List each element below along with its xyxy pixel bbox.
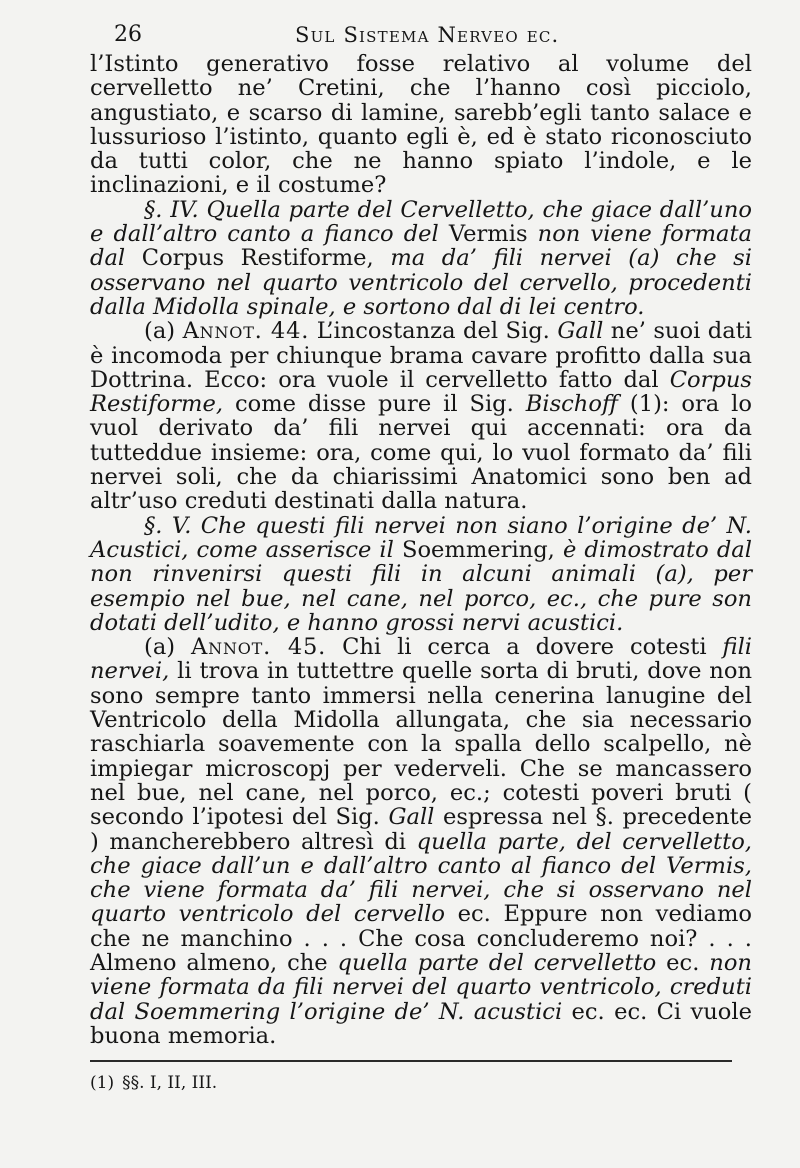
section-iv-vermis: Vermis <box>448 221 528 248</box>
annotation-45-text-6: ec. ec. Ci vuole buona memoria. <box>90 998 752 1049</box>
annotation-45-italic-2: quella parte del cervelletto <box>337 949 657 976</box>
section-v-text-1: Che questi fili nervei non siano l’origine de’ N. Acustici, come asserisce il <box>90 512 752 563</box>
section-v-soemmering: Soemmering, <box>401 536 555 563</box>
annotation-45-italic-3: non viene formata da fili nervei del quarto ventricolo, creduti dal Soemmering l’origine de’ N. acustici <box>90 949 752 1025</box>
annotation-44-gall: Gall <box>557 318 604 345</box>
paragraph-istinto-text: l’Istinto generativo fosse relativo al volume del cervelletto ne’ Cretini, che l’hanno così picciolo, angustiato, e scarso di lamine, sarebb’egli tanto salace e lussurioso l’istinto, quanto egli è, ed è stato riconosciuto da tutti color, che ne hanno spiato l’indole, e le inclinazioni, e il costume? <box>90 51 752 199</box>
paragraph-istinto <box>90 52 752 198</box>
section-v-text-2: è dimostrato dal non rinvenirsi questi fili in alcuni animali (a), per esempio nel bue, nel cane, nel porco, ec., che pure son dotati dell’udito, e hanno grossi nervi acustici. <box>90 536 752 636</box>
section-v-label: §. V. <box>144 512 192 539</box>
running-title: Sul Sistema Nerveo ec. <box>295 23 560 47</box>
annotation-44-text-4: (1): ora lo vuol derivato da’ fili nervei qui accennati: ora da tutteddue insieme: ora, come qui, lo vuol formato da’ fili nervei soli, che da chiarissimi Anatomici sono ben ad altr’uso creduti destinati dalla natura. <box>90 391 753 515</box>
annotation-44-bischoff: Bischoff <box>525 391 618 418</box>
page-number: 26 <box>114 22 142 47</box>
annotation-45-italic-1: quella parte, del cervelletto, che giace dall’un e dall’altro canto al fianco del Vermis, che viene formata da’ fili nervei, che si osservano nel quarto ventricolo del cervello <box>90 828 752 928</box>
annotation-45-marker: (a) <box>144 634 176 661</box>
annotation-44-label: Annot. 44. <box>182 318 310 345</box>
annotation-44-text-2: ne’ suoi dati è incomoda per chiunque brama cavare profitto dalla sua Dottrina. Ecco: ora vuole il cervelletto fatto dal <box>90 318 752 393</box>
annotation-44 <box>90 319 752 513</box>
footnote-text: §§. I, II, III. <box>122 1073 218 1094</box>
footnote-rule <box>90 1060 732 1062</box>
annotation-45-gall: Gall <box>388 804 435 831</box>
annotation-45 <box>90 635 752 1048</box>
annotation-45-text-1: Chi li cerca a dovere cotesti <box>342 634 707 661</box>
section-iv-text-c: ma da’ fili nervei (a) che si osservano nel quarto ventricolo del cervello, procedenti dalla Midolla spinale, e sortono dal di lei centro. <box>90 245 752 320</box>
annotation-44-text-3: come disse pure il Sig. <box>234 391 514 418</box>
annotation-45-text-4: ec. Eppure non vediamo che ne manchino . . . Che cosa concluderemo noi? . . . Almeno almeno, che <box>90 901 752 976</box>
section-iv-label: §. IV. <box>144 196 199 223</box>
annotation-45-text-2: li trova in tuttettre quelle sorta di bruti, dove non sono sempre tanto immersi nella cenerina lanugine del Ventricolo della Midolla allungata, che sia necessario raschiarla soavemente con la spalla dello scalpello, nè impiegar microscopj per vederveli. Che se mancassero nel bue, nel cane, nel porco, ec.; cotesti poveri bruti ( secondo l’ipotesi del Sig. <box>90 658 753 831</box>
annotation-45-text-3: espressa nel §. precedente ) mancherebbero altresì di <box>90 804 753 855</box>
section-iv-text-a: Quella parte del Cervelletto, che giace dall’uno e dall’altro canto a fianco del <box>90 196 753 248</box>
annotation-45-text-5: ec. <box>666 949 700 976</box>
footnote-number: (1) <box>90 1073 115 1094</box>
section-iv <box>90 198 752 319</box>
main-text <box>90 52 752 1048</box>
footnote <box>90 1072 752 1094</box>
annotation-45-fili: fili nervei, <box>90 634 753 685</box>
section-iv-corpus: Corpus Restiforme, <box>141 245 374 272</box>
running-head <box>90 18 752 52</box>
annotation-44-corpus: Corpus Restiforme, <box>90 366 752 418</box>
annotation-45-label: Annot. 45. <box>191 634 327 661</box>
annotation-44-text-1: L’incostanza del Sig. <box>316 318 550 345</box>
annotation-44-marker: (a) <box>144 318 176 345</box>
section-iv-text-b: non viene formata dal <box>90 221 753 272</box>
section-v <box>90 514 752 635</box>
